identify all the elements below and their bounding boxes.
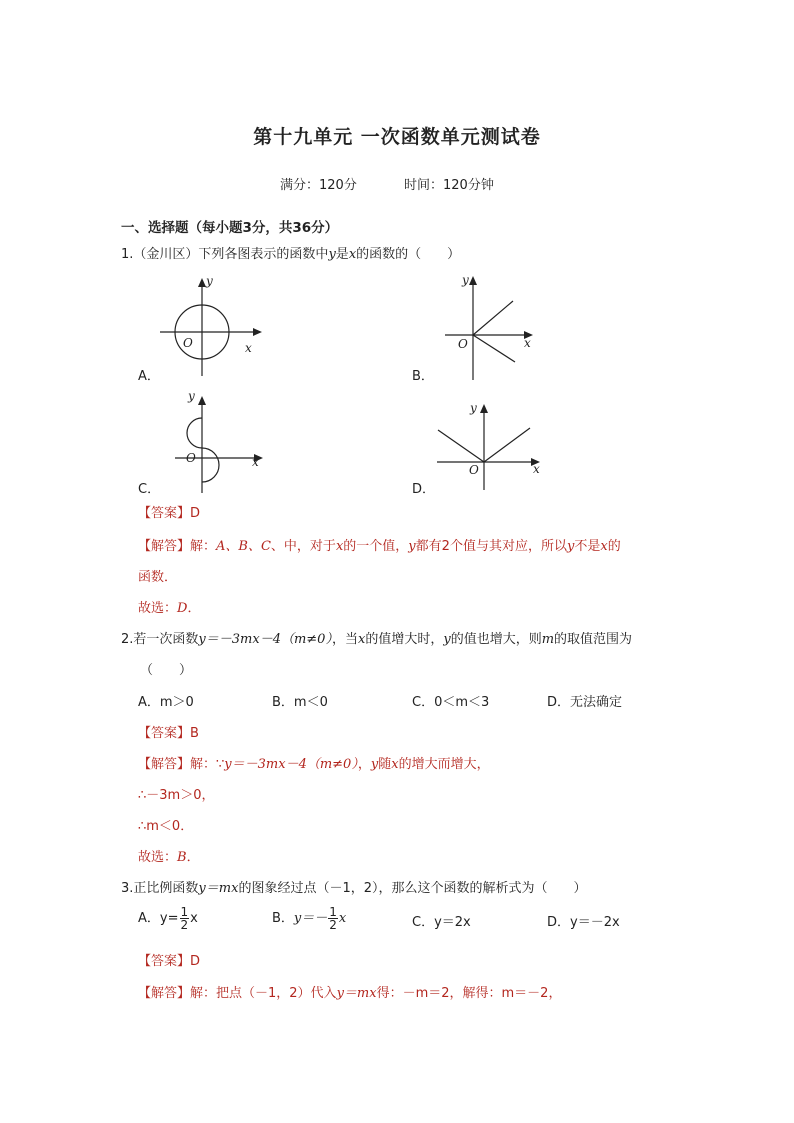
analysis-text: 、中，对于 bbox=[270, 539, 336, 554]
q2-option-b: B．m＜0 bbox=[272, 695, 328, 710]
question-number: 3. bbox=[121, 881, 134, 896]
analysis-text: 个值与其对应，所以 bbox=[449, 539, 567, 554]
y-axis-label: y bbox=[470, 401, 477, 415]
question-3 bbox=[121, 877, 586, 896]
analysis-text: A、B、C bbox=[216, 539, 271, 554]
var-y: y bbox=[443, 632, 451, 647]
q2-answer bbox=[138, 722, 199, 741]
origin-label: O bbox=[458, 337, 468, 351]
choice-label: 故选： bbox=[138, 601, 178, 616]
option-d-label: D． bbox=[412, 482, 436, 497]
question-source: （金川区） bbox=[133, 247, 199, 262]
analysis-tag: 【解答】 bbox=[138, 539, 191, 554]
page-title: 第十九单元 一次函数单元测试卷 bbox=[253, 126, 541, 148]
q3-answer bbox=[138, 950, 200, 969]
q2-option-d: D．无法确定 bbox=[547, 695, 623, 710]
answer-value: B bbox=[190, 726, 199, 741]
var-x: x bbox=[348, 247, 357, 262]
analysis-text: 都有 bbox=[415, 539, 442, 554]
analysis-text: 2 bbox=[441, 539, 450, 554]
time-limit: 时间：120分钟 bbox=[404, 178, 494, 193]
graph-b-sideways-v bbox=[440, 268, 540, 383]
q1-choice bbox=[138, 597, 200, 616]
q2-step-2: ∴m＜0． bbox=[138, 819, 194, 834]
fraction-numerator: 1 bbox=[329, 905, 337, 919]
graph-c-semicircles bbox=[170, 388, 270, 498]
question-text: 正比例函数 bbox=[133, 881, 199, 896]
q3-option-a bbox=[138, 906, 198, 931]
fraction bbox=[180, 906, 190, 931]
var-m: m bbox=[541, 632, 555, 647]
option-letter: A． bbox=[138, 911, 160, 926]
formula: y＝mx bbox=[198, 881, 239, 896]
choice-end: ． bbox=[186, 850, 200, 865]
var-y: y bbox=[408, 539, 416, 554]
q2-choice bbox=[138, 846, 200, 865]
choice-end: ． bbox=[187, 601, 201, 616]
y-axis-label: y bbox=[206, 274, 213, 288]
answer-tag: 【答案】 bbox=[138, 726, 191, 741]
fraction-denominator: 2 bbox=[329, 918, 337, 932]
question-text: ，当 bbox=[331, 632, 358, 647]
question-text: 下列各图表示的函数中 bbox=[198, 247, 329, 262]
question-1 bbox=[121, 243, 460, 262]
option-c-label: C． bbox=[138, 482, 161, 497]
answer-value: D bbox=[190, 954, 201, 969]
option-text: y= bbox=[159, 911, 179, 926]
question-text: 若一次函数 bbox=[133, 632, 199, 647]
q3-option-d: D．y＝－2x bbox=[547, 915, 620, 930]
answer-tag: 【答案】 bbox=[138, 954, 191, 969]
analysis-text: 不是 bbox=[574, 539, 601, 554]
q2-option-a: A．m＞0 bbox=[138, 695, 194, 710]
option-a-label: A． bbox=[138, 369, 160, 384]
y-axis-label: y bbox=[188, 389, 195, 403]
question-text: 的值也增大，则 bbox=[450, 632, 542, 647]
question-text: 的图象经过点（－1，2），那么这个函数的解析式为（ ） bbox=[238, 881, 587, 896]
graph-a-circle bbox=[150, 270, 270, 380]
x-axis-label: x bbox=[524, 336, 531, 350]
analysis-text: 的 bbox=[607, 539, 621, 554]
var-x: x bbox=[391, 757, 399, 772]
choice-label: 故选： bbox=[138, 850, 178, 865]
q2-analysis bbox=[138, 753, 490, 772]
option-text: x bbox=[338, 911, 347, 926]
q1-analysis-line2: 函数． bbox=[138, 570, 178, 585]
origin-label: O bbox=[469, 463, 479, 477]
option-text: y＝－ bbox=[293, 911, 328, 926]
choice-value: B bbox=[177, 850, 187, 865]
x-axis-label: x bbox=[245, 341, 252, 355]
origin-label: O bbox=[183, 336, 193, 350]
answer-paren: （ ） bbox=[140, 663, 193, 678]
q3-analysis bbox=[138, 982, 561, 1001]
analysis-tag: 【解答】 bbox=[138, 986, 191, 1001]
question-text: 的值增大时， bbox=[365, 632, 444, 647]
option-b-label: B． bbox=[412, 369, 434, 384]
analysis-text: 的一个值， bbox=[343, 539, 409, 554]
question-text: 的取值范围为 bbox=[554, 632, 633, 647]
y-axis-label: y bbox=[462, 273, 469, 287]
analysis-text: 解： bbox=[190, 539, 217, 554]
full-score: 满分：120分 bbox=[280, 178, 357, 193]
section-heading: 一、选择题（每小题3分，共36分） bbox=[121, 220, 339, 236]
var-y: y bbox=[370, 757, 379, 772]
answer-tag: 【答案】 bbox=[138, 506, 191, 521]
x-axis-label: x bbox=[533, 462, 540, 476]
x-axis-label: x bbox=[252, 455, 259, 469]
q1-answer bbox=[138, 502, 200, 521]
option-letter: B． bbox=[272, 911, 294, 926]
analysis-tag: 【解答】 bbox=[138, 757, 191, 772]
question-2 bbox=[121, 628, 632, 647]
var-y: y bbox=[328, 247, 336, 262]
question-text: 的函数的（ ） bbox=[356, 247, 461, 262]
q3-option-c: C．y＝2x bbox=[412, 915, 471, 930]
var-x: x bbox=[600, 539, 608, 554]
fraction bbox=[328, 906, 338, 931]
analysis-text: 的增大而增大， bbox=[398, 757, 490, 772]
origin-label: O bbox=[186, 451, 196, 465]
question-number: 1. bbox=[121, 247, 134, 262]
formula: y＝－3mx－4（m≠0） bbox=[198, 632, 332, 647]
option-text: x bbox=[190, 911, 198, 926]
q2-option-c: C．0＜m＜3 bbox=[412, 695, 490, 710]
graph-d-v-shape bbox=[432, 398, 547, 493]
analysis-text: 解：∵ bbox=[190, 757, 225, 772]
fraction-denominator: 2 bbox=[180, 918, 189, 932]
var-x: x bbox=[357, 632, 366, 647]
analysis-text: 随 bbox=[378, 757, 392, 772]
answer-value: D bbox=[190, 506, 201, 521]
question-text: 是 bbox=[335, 247, 349, 262]
choice-value: D bbox=[177, 601, 188, 616]
formula: y＝mx bbox=[336, 986, 377, 1001]
analysis-text: ， bbox=[357, 757, 371, 772]
formula: y＝－3mx－4（m≠0） bbox=[224, 757, 358, 772]
q3-option-b bbox=[272, 906, 346, 931]
analysis-text: 得：－m＝2，解得：m＝－2， bbox=[376, 986, 562, 1001]
var-y: y bbox=[566, 539, 575, 554]
q1-analysis bbox=[138, 535, 621, 554]
var-x: x bbox=[335, 539, 344, 554]
question-number: 2. bbox=[121, 632, 134, 647]
q2-step-1: ∴－3m＞0， bbox=[138, 788, 215, 803]
fraction-numerator: 1 bbox=[180, 905, 189, 919]
analysis-text: 解：把点（－1，2）代入 bbox=[190, 986, 337, 1001]
